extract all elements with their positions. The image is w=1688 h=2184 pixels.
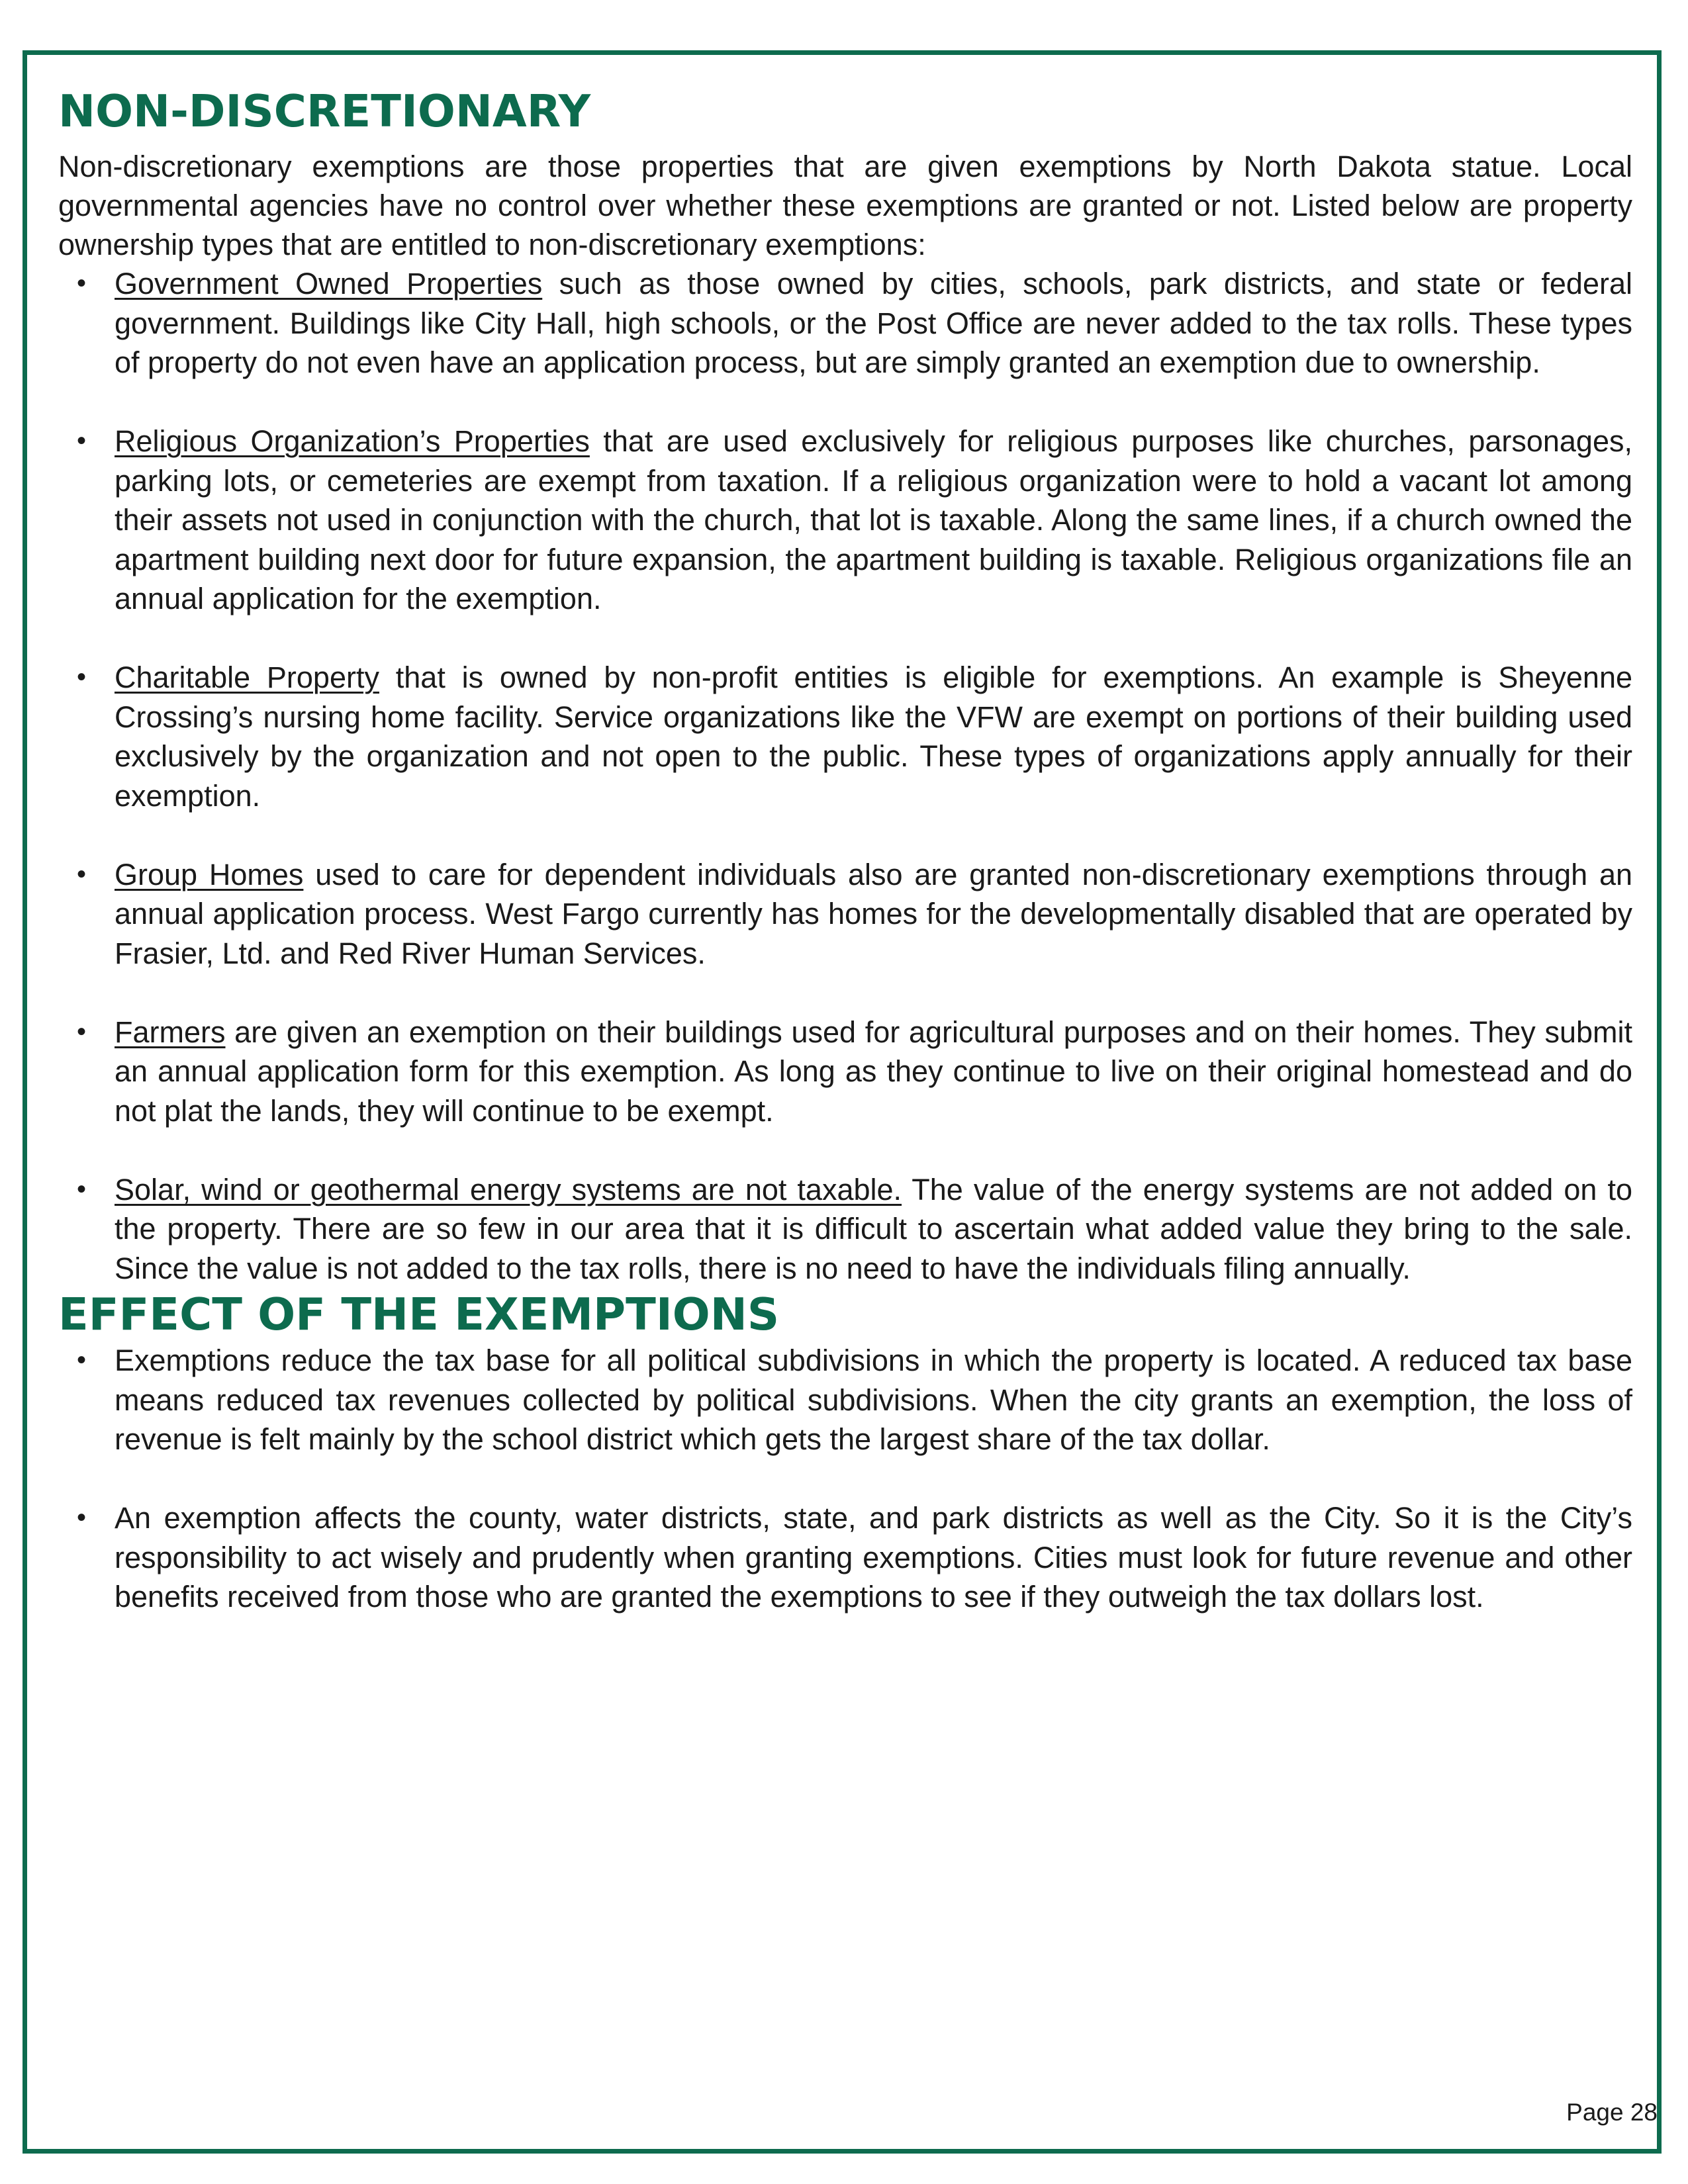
item-text: are given an exemption on their buildings used for agricultural purposes and on their homes. They submit an annual application form for this exemption. As long as they continue to live on their original homestead and do not plat the lands, they will continue to be exempt. — [115, 1015, 1632, 1128]
bullet-icon: • — [77, 269, 87, 298]
list-item-farmers — [58, 1013, 1632, 1131]
item-label: Government Owned Properties — [115, 267, 543, 300]
item-text: used to care for dependent individuals also are granted non-discretionary exemptions through an annual application process. West Fargo currently has homes for the developmentally disabled that are operated by Frasier, Ltd. and Red River Human Services. — [115, 857, 1632, 970]
bullet-icon: • — [77, 859, 87, 889]
page-number: Page 28 — [1566, 2099, 1658, 2126]
bullet-icon: • — [77, 662, 87, 692]
list-item-government-owned — [58, 264, 1632, 383]
item-label: Solar, wind or geothermal energy systems are not taxable. — [115, 1172, 902, 1206]
bullet-icon: • — [77, 1017, 87, 1046]
item-text: that are used exclusively for religious purposes like churches, parsonages, parking lots, or cemeteries are exempt from taxation. If a religious organization were to hold a vacant lot among their assets not used in conjunction with the church, that lot is taxable. Along the same lines, if a church owned the apartment building next door for future expansion, the apartment building is taxable. Religious organizations file an annual application for the exemption. — [115, 424, 1632, 615]
list-item-charitable — [58, 658, 1632, 815]
bullet-icon: • — [77, 1345, 87, 1375]
bullet-icon: • — [77, 426, 87, 455]
list-item-energy-systems — [58, 1170, 1632, 1289]
item-text: such as those owned by cities, schools, park districts, and state or federal government. Buildings like City Hall, high schools, or the Post Office are never added to the tax rolls. These types of property do not even have an application process, but are simply granted an exemption due to ownership. — [115, 267, 1632, 379]
bullet-icon: • — [77, 1503, 87, 1532]
list-item-group-homes — [58, 855, 1632, 974]
bullet-icon: • — [77, 1174, 87, 1204]
list-item-city-responsibility — [58, 1498, 1632, 1617]
list-item-religious — [58, 422, 1632, 619]
exemption-type-list — [58, 264, 1632, 1288]
item-text: Exemptions reduce the tax base for all political subdivisions in which the property is located. A reduced tax base means reduced tax revenues collected by political subdivisions. When the city grants an exemption, the loss of revenue is felt mainly by the school district which gets the largest share of the tax dollar. — [115, 1343, 1632, 1456]
effect-heading: EFFECT OF THE EXEMPTIONS — [58, 1289, 780, 1340]
item-label: Farmers — [115, 1015, 226, 1049]
item-text: An exemption affects the county, water districts, state, and park districts as well as the City. So it is the City’s responsibility to act wisely and prudently when granting exemptions. Cities must look for future revenue and other benefits received from those who are granted the exemptions to see if they outweigh the tax dollars lost. — [115, 1501, 1632, 1614]
item-label: Charitable Property — [115, 660, 379, 694]
item-label: Religious Organization’s Properties — [115, 424, 590, 458]
effect-list — [58, 1341, 1632, 1617]
item-label: Group Homes — [115, 857, 304, 891]
non-discretionary-intro: Non-discretionary exemptions are those properties that are given exemptions by North Dakota statue. Local governmental agencies have no control over whether these exemptions are granted or not. Listed below are property ownership types that are entitled to non-discretionary exemptions: — [58, 150, 1632, 261]
item-text: that is owned by non-profit entities is eligible for exemptions. An example is Sheyenne Crossing’s nursing home facility. Service organizations like the VFW are exempt on portions of their building used exclusively by the organization and not open to the public. These types of organizations apply annually for their exemption. — [115, 660, 1633, 813]
non-discretionary-heading: NON-DISCRETIONARY — [58, 85, 591, 137]
item-text: The value of the energy systems are not added on to the property. There are so few in our area that it is difficult to ascertain what added value they bring to the sale. Since the value is not added to the tax rolls, there is no need to have the individuals filing annually. — [115, 1172, 1632, 1285]
page-content — [58, 85, 1632, 1617]
list-item-tax-base — [58, 1341, 1632, 1459]
